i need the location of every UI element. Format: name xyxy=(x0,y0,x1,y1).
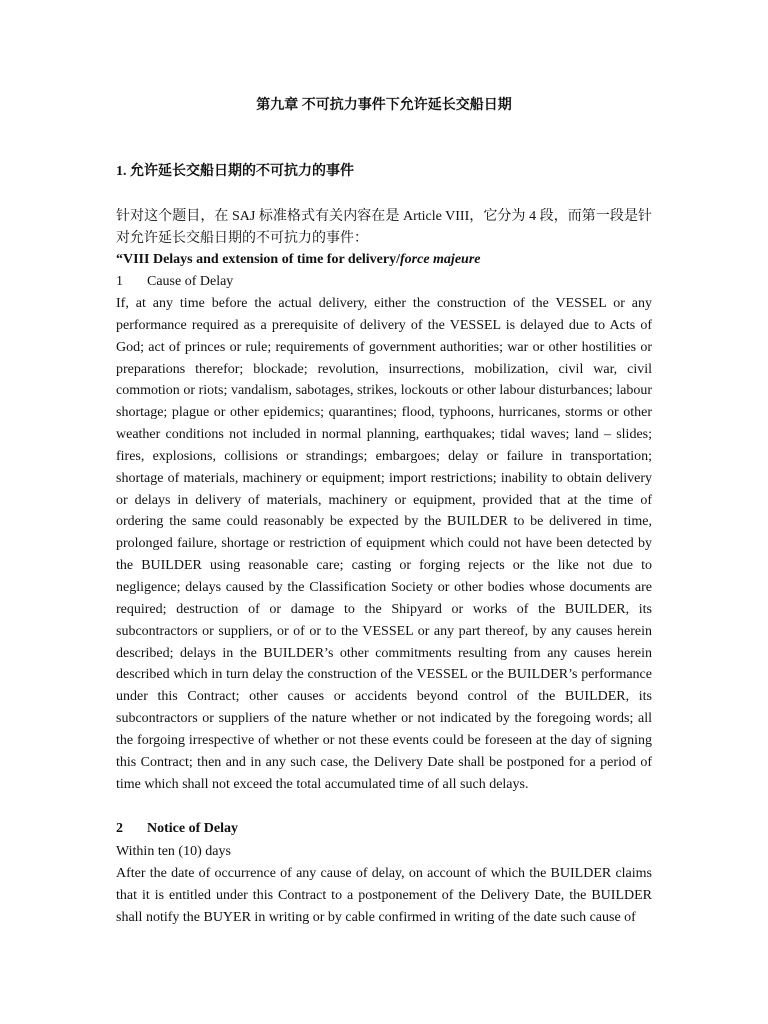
clause-2-number: 2 xyxy=(116,821,123,836)
chapter-title: 第九章 不可抗力事件下允许延长交船日期 xyxy=(256,98,512,113)
article-heading-main: VIII Delays and extension of time for delivery/ xyxy=(123,252,400,267)
intro-paragraph: 针对这个题目，在 SAJ 标准格式有关内容在是 Article VIII，它分为 4 段，而第一段是针对允许延长交船日期的不可抗力的事件： xyxy=(116,209,652,246)
clause-1-body: If, at any time before the actual delivery, either the construction of the VESSEL or any performance required as a prerequisite of delivery of the VESSEL is delayed due to Acts of God; act of princes or rule; requirements of government authorities; war or other hostilities or preparations therefor; blockade; revolution, insurrections, mobilization, civil war, civil commotion or riots; vandalism, sabotages, strikes, lockouts or other labour disturbances; labour shortage; plague or other epidemics; quarantines; flood, typhoons, hurricanes, storms or other weather conditions not included in normal planning, earthquakes; tidal waves; land – slides; fires, explosions, collisions or strandings; embargoes; delay or failure in transportation; shortage of materials, machinery or equipment; import restrictions; inability to obtain delivery or delays in delivery of materials, machinery or equipment, provided that at the time of ordering the same could reasonably be expected by the BUILDER to be delivered in time, prolonged failure, shortage or restriction of equipment which could not have been detected by the BUILDER using reasonable care; casting or forging rejects or the like not due to negligence; delays caused by the Classification Society or other bodies whose documents are required; destruction of or damage to the Shipyard or works of the BUILDER, its subcontractors or suppliers, or of or to the VESSEL or any part thereof, by any causes herein described; delays in the BUILDER’s other commitments resulting from any causes herein described which in turn delay the construction of the VESSEL or the BUILDER’s performance under this Contract; other causes or accidents beyond control of the BUILDER, its subcontractors or suppliers of the nature whether or not indicated by the foregoing words; all the forgoing irrespective of whether or not these events could be foreseen at the day of signing this Contract; then and in any such case, the Delivery Date shall be postponed for a period of time which shall not exceed the total accumulated time of all such delays. xyxy=(116,296,652,792)
clause-2-subtitle: Within ten (10) days xyxy=(116,844,231,859)
clause-1-title: Cause of Delay xyxy=(147,274,234,289)
article-heading-italic: force majeure xyxy=(400,252,481,267)
clause-2-title: Notice of Delay xyxy=(147,821,238,836)
clause-2-body: After the date of occurrence of any cause of delay, on account of which the BUILDER claims that it is entitled under this Contract to a postponement of the Delivery Date, the BUILDER shall notify the BUYER in writing or by cable confirmed in writing of the date such cause of xyxy=(116,866,652,925)
section-heading: 1. 允许延长交船日期的不可抗力的事件 xyxy=(116,164,354,179)
open-quote: “ xyxy=(116,252,123,267)
clause-1-heading xyxy=(116,271,233,293)
article-heading xyxy=(116,250,480,270)
clause-1-number: 1 xyxy=(116,274,123,289)
clause-2-heading xyxy=(116,819,238,839)
